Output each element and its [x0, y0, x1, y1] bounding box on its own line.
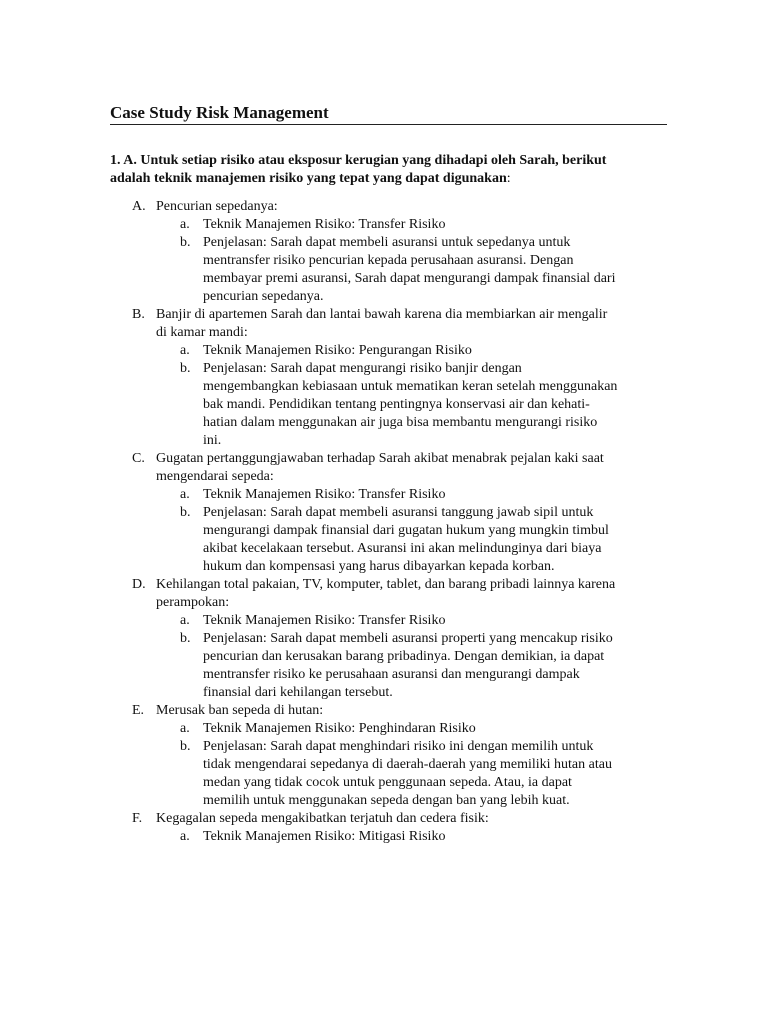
sub-item [0, 504, 768, 576]
list-item-text: Gugatan pertanggungjawaban terhadap Sarah akibat menabrak pejalan kaki saat mengendarai sepeda: [156, 451, 604, 484]
sub-item-text: Penjelasan: Sarah dapat mengurangi risiko banjir dengan mengembangkan kebiasaan untuk mematikan keran setelah menggunakan bak mandi. Pendidikan tentang pentingnya konservasi air dan kehati-hatian dalam menggunakan air juga bisa membantu mengurangi risiko ini. [203, 361, 618, 448]
question-intro-colon: : [506, 171, 511, 186]
sub-item [0, 360, 768, 450]
sub-item-text: Penjelasan: Sarah dapat membeli asuransi tanggung jawab sipil untuk mengurangi dampak finansial dari gugatan hukum yang mungkin timbul akibat kecelakaan tersebut. Asuransi ini akan melindunginya dari biaya hukum dan kompensasi yang harus dibayarkan kepada korban. [203, 505, 609, 574]
sub-item-text: Teknik Manajemen Risiko: Penghindaran Risiko [203, 721, 476, 736]
title-underline [110, 124, 667, 125]
list-item [0, 198, 768, 306]
sub-item-marker: b. [180, 505, 191, 520]
sub-item [0, 486, 768, 504]
sub-item-text: Teknik Manajemen Risiko: Transfer Risiko [203, 487, 446, 502]
list-item-text: Merusak ban sepeda di hutan: [156, 703, 324, 718]
sub-item-text: Penjelasan: Sarah dapat membeli asuransi properti yang mencakup risiko pencurian dan kerusakan barang pribadinya. Dengan demikian, ia dapat mentransfer risiko ke perusahaan asuransi dan mengurangi dampak finansial dari kehilangan tersebut. [203, 631, 613, 700]
risk-list [0, 198, 768, 846]
sub-item [0, 612, 768, 630]
sub-item-marker: a. [180, 343, 190, 358]
sub-item [0, 216, 768, 234]
sub-item-text: Teknik Manajemen Risiko: Pengurangan Risiko [203, 343, 472, 358]
question-intro-text: 1. A. Untuk setiap risiko atau eksposur kerugian yang dihadapi oleh Sarah, berikut adalah teknik manajemen risiko yang tepat yang dapat digunakan [110, 153, 607, 186]
list-item-marker: B. [132, 307, 145, 322]
sub-item-text: Teknik Manajemen Risiko: Transfer Risiko [203, 613, 446, 628]
list-item-text: Kehilangan total pakaian, TV, komputer, tablet, dan barang pribadi lainnya karena perampokan: [156, 577, 616, 610]
sub-item [0, 738, 768, 810]
sub-item-marker: b. [180, 631, 191, 646]
document-title: Case Study Risk Management [110, 103, 329, 122]
sub-item [0, 828, 768, 846]
list-item-marker: F. [132, 811, 143, 826]
list-item-marker: D. [132, 577, 146, 592]
question-intro [110, 152, 630, 188]
sub-item-text: Penjelasan: Sarah dapat menghindari risiko ini dengan memilih untuk tidak mengendarai sepedanya di daerah-daerah yang memiliki hutan atau medan yang tidak cocok untuk penggunaan sepeda. Atau, ia dapat memilih untuk menggunakan sepeda dengan ban yang lebih kuat. [203, 739, 612, 808]
list-item-text: Kegagalan sepeda mengakibatkan terjatuh dan cedera fisik: [156, 811, 489, 826]
sub-item-marker: a. [180, 829, 190, 844]
list-item-marker: C. [132, 451, 145, 466]
sub-item [0, 720, 768, 738]
list-item [0, 450, 768, 576]
sub-item-text: Teknik Manajemen Risiko: Transfer Risiko [203, 217, 446, 232]
sub-item [0, 342, 768, 360]
list-item-text: Banjir di apartemen Sarah dan lantai bawah karena dia membiarkan air mengalir di kamar mandi: [156, 307, 608, 340]
sub-item-marker: a. [180, 613, 190, 628]
list-item-marker: E. [132, 703, 145, 718]
list-item [0, 702, 768, 810]
sub-item [0, 630, 768, 702]
list-item-marker: A. [132, 199, 146, 214]
sub-item-text: Teknik Manajemen Risiko: Mitigasi Risiko [203, 829, 446, 844]
sub-item-marker: a. [180, 487, 190, 502]
sub-item-marker: a. [180, 721, 190, 736]
list-item [0, 576, 768, 702]
sub-item-marker: a. [180, 217, 190, 232]
sub-item-text: Penjelasan: Sarah dapat membeli asuransi untuk sepedanya untuk mentransfer risiko pencurian kepada perusahaan asuransi. Dengan membayar premi asuransi, Sarah dapat mengurangi dampak finansial dari pencurian sepedanya. [203, 235, 616, 304]
sub-item [0, 234, 768, 306]
sub-item-marker: b. [180, 361, 191, 376]
sub-item-marker: b. [180, 235, 191, 250]
sub-item-marker: b. [180, 739, 191, 754]
list-item [0, 810, 768, 846]
list-item [0, 306, 768, 450]
list-item-text: Pencurian sepedanya: [156, 199, 278, 214]
